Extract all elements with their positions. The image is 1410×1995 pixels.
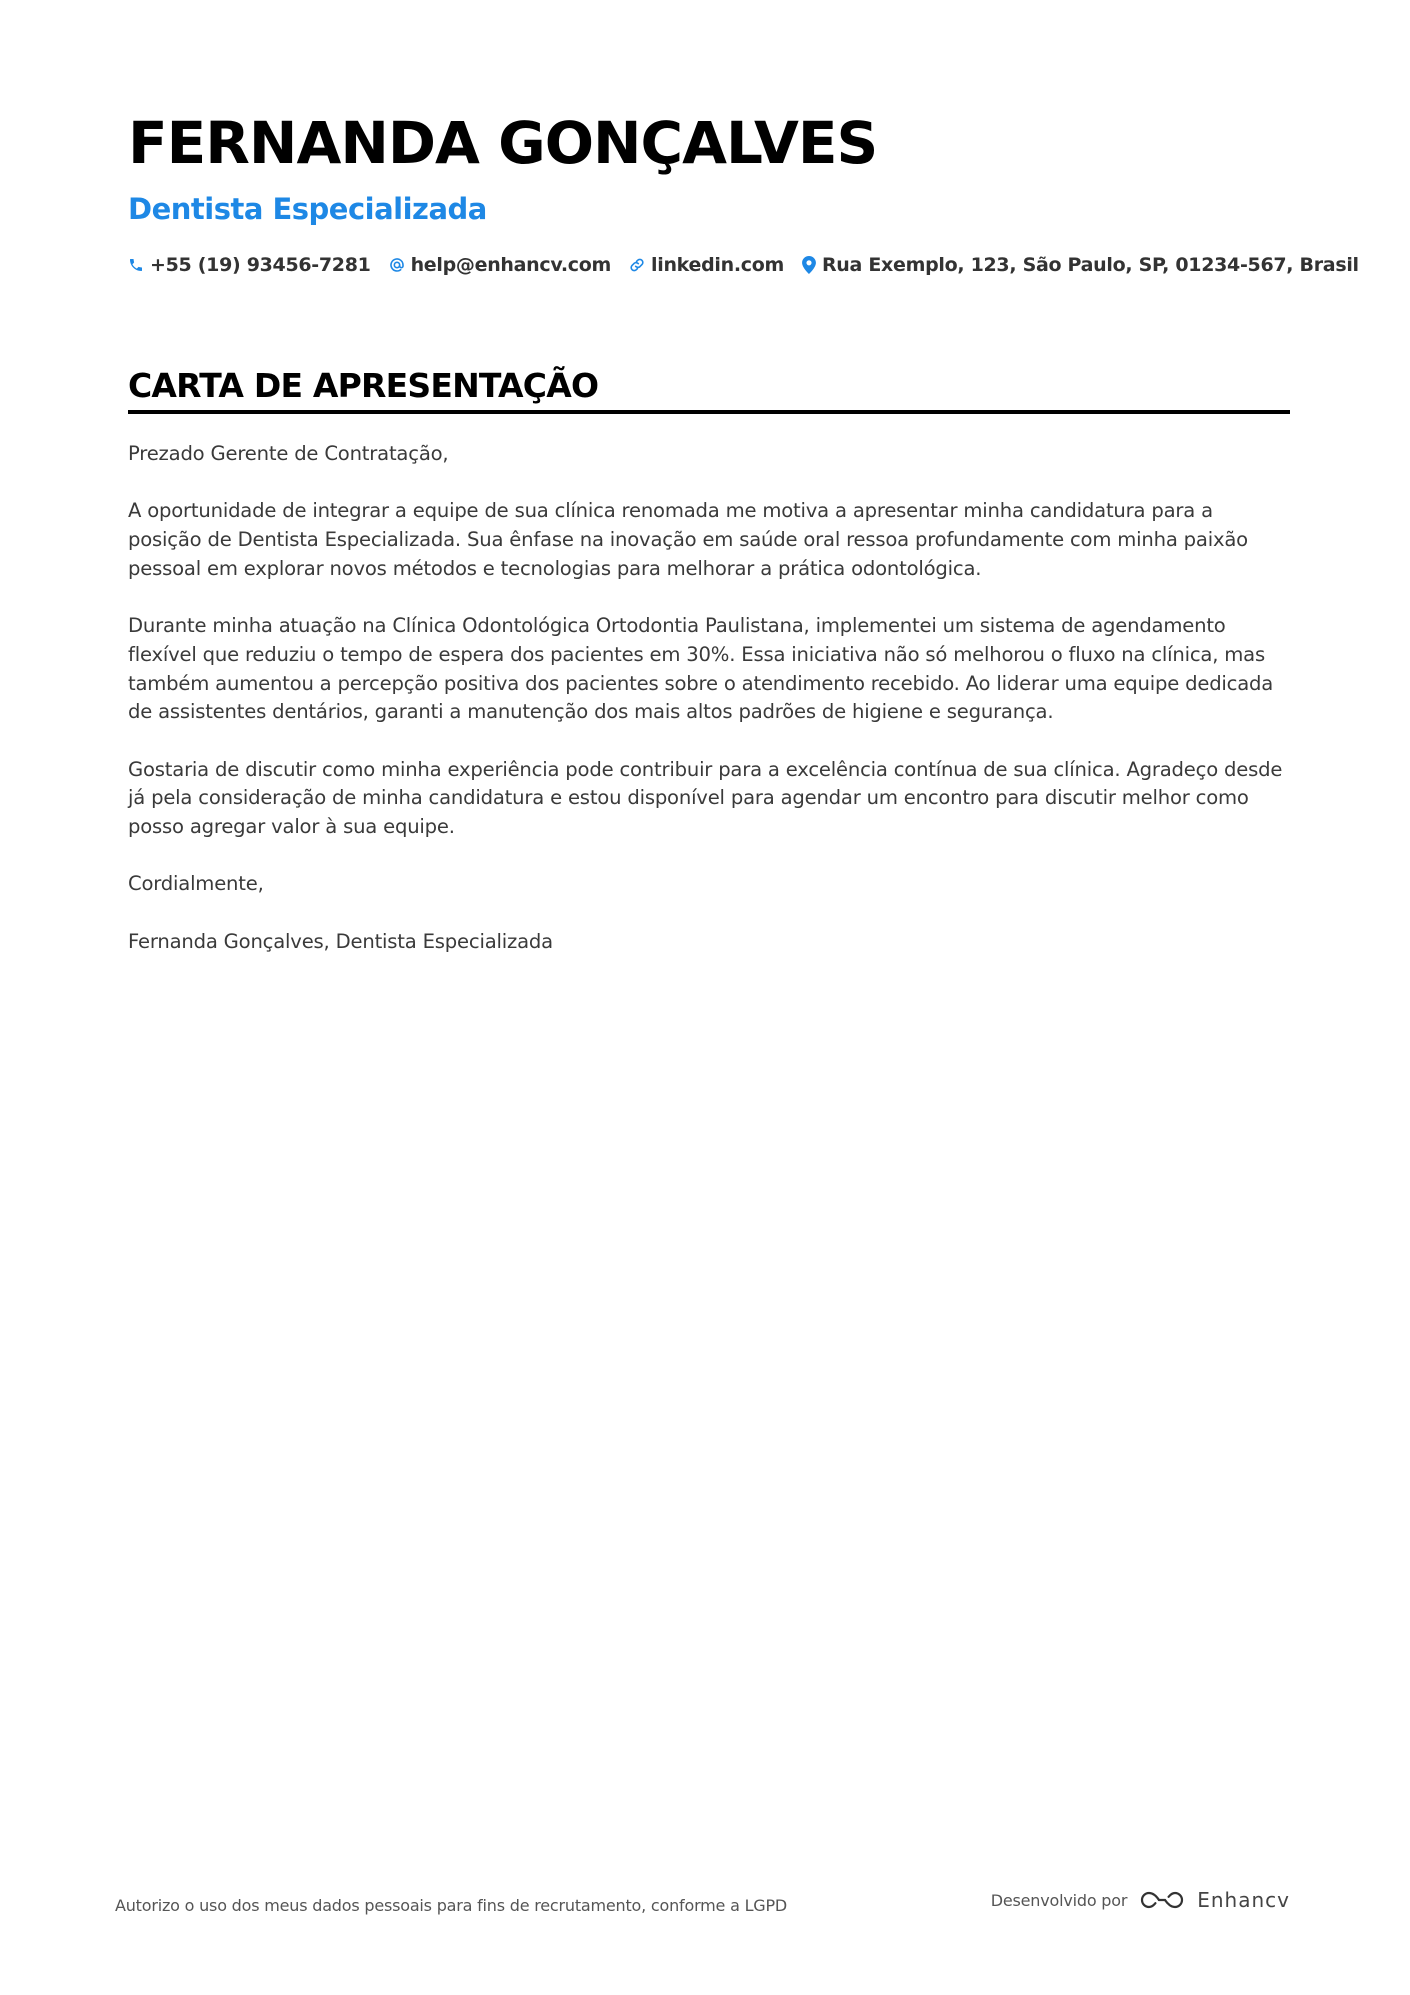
contact-address (802, 254, 1359, 276)
email-text: help@enhancv.com (410, 254, 612, 276)
enhancv-logo-icon (1139, 1888, 1185, 1912)
brand-name: Enhancv (1197, 1888, 1290, 1912)
contact-email[interactable] (389, 254, 611, 276)
letter-paragraph: Durante minha atuação na Clínica Odontológica Ortodontia Paulistana, implementei um sistema de agendamento flexível que reduziu o tempo de espera dos pacientes em 30%. Essa iniciativa não só melhorou o fluxo na clínica, mas também aumentou a percepção positiva dos pacientes sobre o atendimento recebido. Ao liderar uma equipe dedicada de assistentes dentários, garanti a manutenção dos mais altos padrões de higiene e segurança. (128, 614, 1274, 724)
phone-icon (128, 257, 144, 273)
at-icon (389, 257, 405, 273)
link-icon (629, 257, 645, 273)
contact-bar (128, 254, 1377, 276)
letter-closing: Cordialmente, (128, 872, 264, 896)
applicant-role: Dentista Especializada (128, 192, 487, 226)
branding[interactable] (991, 1888, 1290, 1912)
letter-greeting: Prezado Gerente de Contratação, (128, 442, 449, 465)
linkedin-text: linkedin.com (651, 254, 784, 276)
powered-by-label: Desenvolvido por (990, 1890, 1128, 1910)
contact-linkedin[interactable] (629, 254, 784, 276)
letter-body (128, 440, 1290, 985)
section-title: CARTA DE APRESENTAÇÃO (128, 366, 599, 405)
consent-note: Autorizo o uso dos meus dados pessoais para fins de recrutamento, conforme a LGPD (115, 1896, 788, 1915)
address-text: Rua Exemplo, 123, São Paulo, SP, 01234-567, Brasil (821, 254, 1359, 276)
section-divider (128, 410, 1290, 414)
map-pin-icon (802, 256, 816, 274)
letter-signature: Fernanda Gonçalves, Dentista Especializada (128, 929, 553, 953)
letter-paragraph: A oportunidade de integrar a equipe de sua clínica renomada me motiva a apresentar minha candidatura para a posição de Dentista Especializada. Sua ênfase na inovação em saúde oral ressoa profundamente com minha paixão pessoal em explorar novos métodos e tecnologias para melhorar a prática odontológica. (128, 499, 1248, 580)
contact-phone[interactable] (128, 254, 371, 276)
letter-paragraph: Gostaria de discutir como minha experiência pode contribuir para a excelência contínua de sua clínica. Agradeço desde já pela consideração de minha candidatura e estou disponível para agendar um encontro para discutir melhor como posso agregar valor à sua equipe. (128, 757, 1283, 839)
phone-text: +55 (19) 93456-7281 (150, 254, 371, 276)
applicant-name: FERNANDA GONÇALVES (128, 109, 878, 177)
